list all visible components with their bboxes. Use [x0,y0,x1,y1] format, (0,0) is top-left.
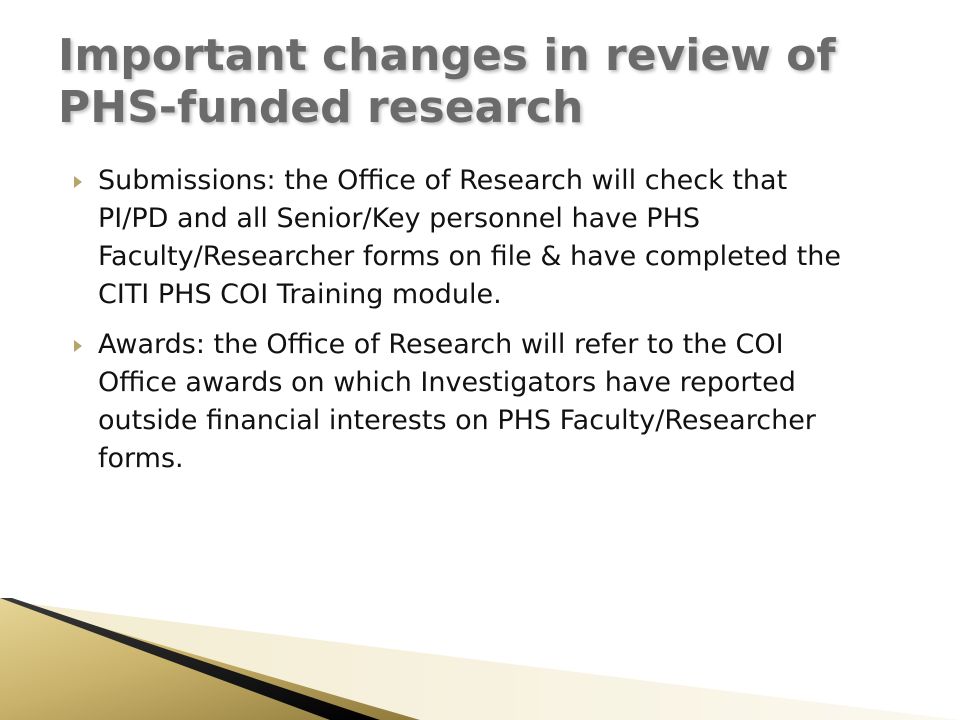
bullet-item-submissions [74,162,854,314]
decorative-corner-swoosh [0,580,960,720]
bullet-term: Submissions [98,165,267,196]
triangle-bullet-icon [74,340,82,352]
bullet-item-awards [74,326,854,478]
slide-title: Important changes in review of PHS-funded research [58,30,836,133]
bullet-term: Awards [98,329,196,360]
bullet-text: : the Office of Research will check that PI/PD and all Senior/Key personnel have PHS Faculty/Researcher forms on file & have completed the CITI PHS COI Training module. [98,165,841,310]
triangle-bullet-icon [74,176,82,188]
bullet-text: : the Office of Research will refer to the COI Office awards on which Investigators have reported outside financial interests on PHS Faculty/Researcher forms. [98,329,816,474]
bullet-list [74,162,854,490]
